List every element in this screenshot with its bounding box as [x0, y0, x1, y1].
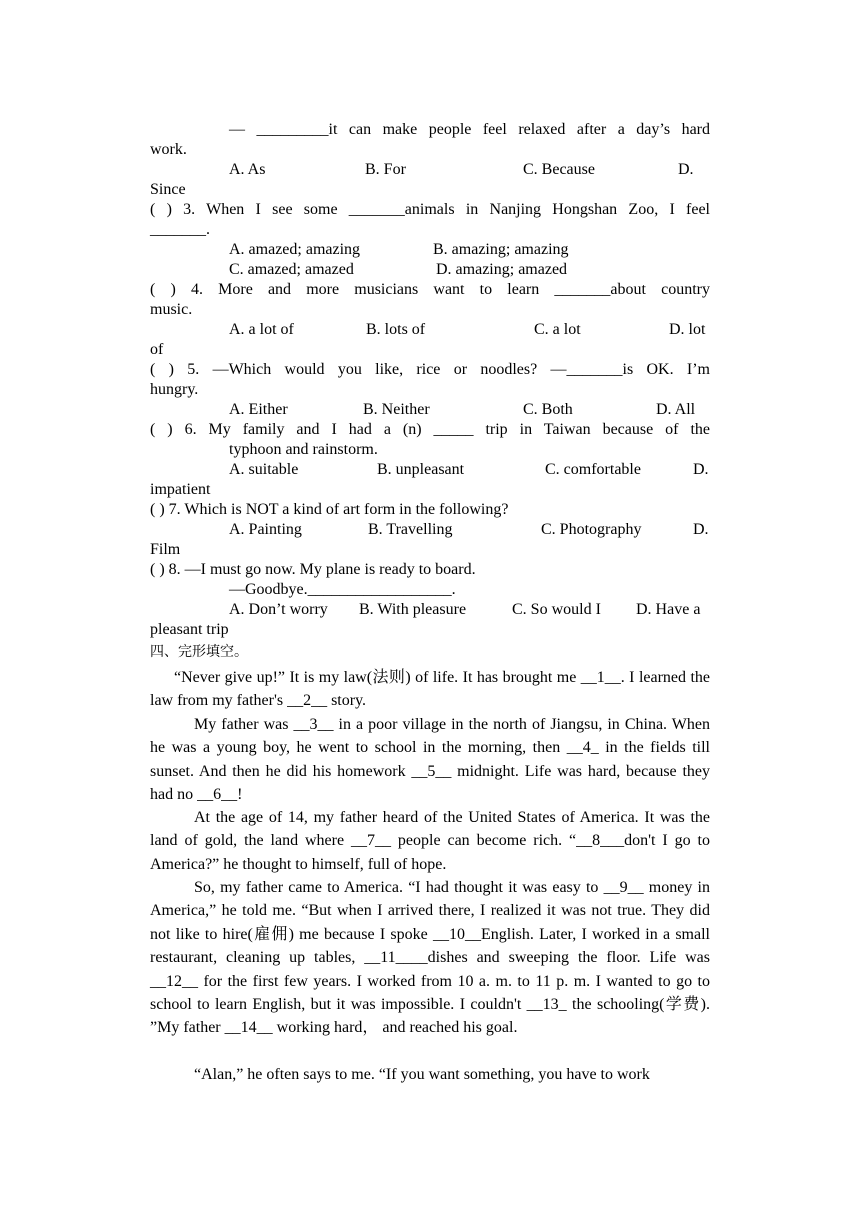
q4-question-wrap: music. [150, 301, 193, 318]
q3-option-b: B. amazing; amazing [433, 241, 569, 258]
q2-option-d: D. [678, 161, 694, 178]
q3-option-a: A. amazed; amazing [229, 241, 361, 258]
q4-option-d-wrap: of [150, 341, 164, 358]
passage-paragraph-4: So, my father came to America. “I had thought it was easy to __9__ money in America,” he told me. “But when I arrived there, I realized it was not true. They did not like to hire(雇佣) me because I spoke __10__English. Later, I worked in a small restaurant, cleaning up tables, __11____dishes and sweeping the floor. Life was __12__ for the first few years. I worked from 10 a. m. to 11 p. m. I wanted to go to school to learn English, but it was impossible. I couldn't __13_ the schooling(学费). ”My father __14__ working hard， and reached his goal. [150, 879, 710, 1037]
q8-option-d: D. Have a [636, 601, 701, 618]
q2-option-b: B. For [365, 161, 406, 178]
q8-option-d-wrap: pleasant trip [150, 621, 229, 638]
q4-option-c: C. a lot [534, 321, 581, 338]
q5-question: ( ) 5. —Which would you like, rice or noodles? —_______is OK. I’m [150, 361, 710, 378]
q2-answer-line: — _________it can make people feel relaxed after a day’s hard [229, 121, 710, 138]
q6-option-a: A. suitable [229, 461, 299, 478]
q6-option-c: C. comfortable [545, 461, 641, 478]
q8-question: ( ) 8. —I must go now. My plane is ready to board. [150, 561, 476, 578]
q8-question-reply: —Goodbye.__________________. [229, 581, 456, 598]
q3-question-wrap: _______. [150, 221, 210, 238]
q2-option-a: A. As [229, 161, 266, 178]
q3-option-c: C. amazed; amazed [229, 261, 354, 278]
q7-option-b: B. Travelling [368, 521, 453, 538]
q7-option-a: A. Painting [229, 521, 302, 538]
q6-question-wrap: typhoon and rainstorm. [229, 441, 378, 458]
q5-option-a: A. Either [229, 401, 288, 418]
q5-option-d: D. All [656, 401, 696, 418]
q4-option-d: D. lot [669, 321, 706, 338]
q2-option-d-wrap: Since [150, 181, 186, 198]
q6-option-b: B. unpleasant [377, 461, 465, 478]
q3-option-d: D. amazing; amazed [436, 261, 568, 278]
q4-question: ( ) 4. More and more musicians want to learn _______about country [150, 281, 710, 298]
q7-option-c: C. Photography [541, 521, 642, 538]
q5-option-c: C. Both [523, 401, 573, 418]
q6-option-d-wrap: impatient [150, 481, 211, 498]
q8-option-b: B. With pleasure [359, 601, 467, 618]
section-heading-cloze: 四、完形填空。 [150, 644, 248, 660]
q8-option-a: A. Don’t worry [229, 601, 328, 618]
q4-option-b: B. lots of [366, 321, 426, 338]
q2-option-c: C. Because [523, 161, 595, 178]
q5-question-wrap: hungry. [150, 381, 199, 398]
q4-option-a: A. a lot of [229, 321, 294, 338]
passage-paragraph-1: “Never give up!” It is my law(法则) of life. It has brought me __1__. I learned the law from my father's __2__ story. [150, 669, 710, 710]
q5-option-b: B. Neither [363, 401, 430, 418]
q7-question: ( ) 7. Which is NOT a kind of art form in the following? [150, 501, 509, 518]
q6-question: ( ) 6. My family and I had a (n) _____ trip in Taiwan because of the [150, 421, 710, 438]
passage-paragraph-5: “Alan,” he often says to me. “If you want something, you have to work [194, 1066, 650, 1083]
q6-option-d: D. [693, 461, 709, 478]
passage-paragraph-2: My father was __3__ in a poor village in the north of Jiangsu, in China. When he was a young boy, he went to school in the morning, then __4_ in the fields till sunset. And then he did his homework __5__ midnight. Life was hard, because they had no __6__! [150, 716, 710, 804]
q7-option-d: D. [693, 521, 709, 538]
q2-answer-wrap: work. [150, 141, 187, 158]
q3-question: ( ) 3. When I see some _______animals in Nanjing Hongshan Zoo, I feel [150, 201, 710, 218]
q8-option-c: C. So would I [512, 601, 601, 618]
q7-option-d-wrap: Film [150, 541, 181, 558]
passage-paragraph-3: At the age of 14, my father heard of the United States of America. It was the land of gold, the land where __7__ people can become rich. “__8___don't I go to America?” he thought to himself, full of hope. [150, 809, 710, 873]
